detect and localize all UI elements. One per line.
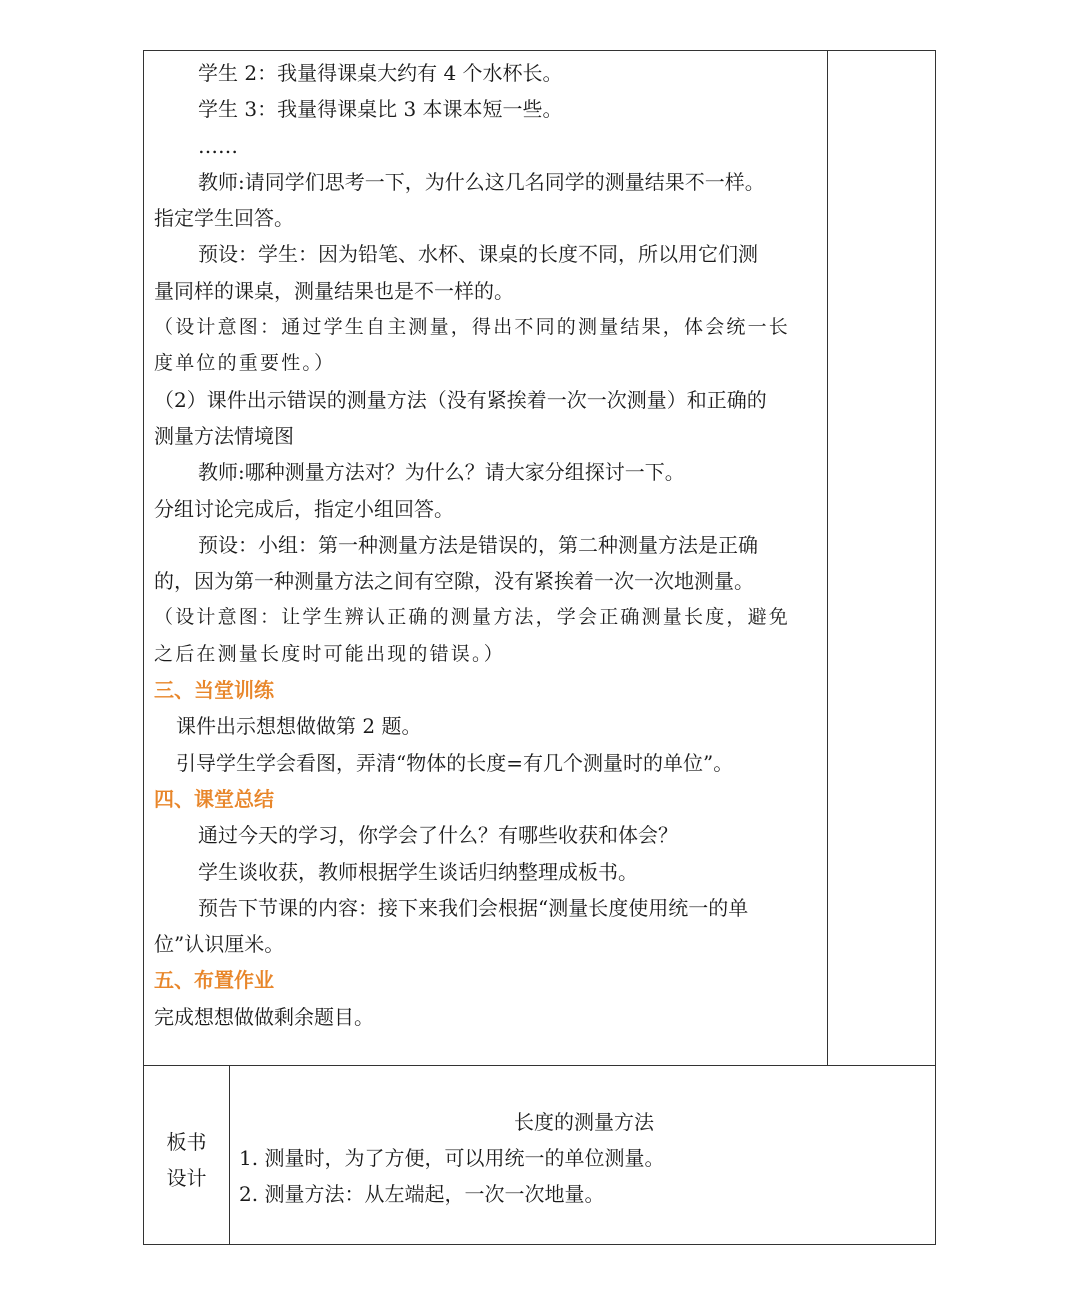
text-line: 教师:请同学们思考一下，为什么这几名同学的测量结果不一样。	[198, 169, 765, 194]
text-line: 分组讨论完成后，指定小组回答。	[154, 496, 454, 521]
board-item: 2. 测量方法：从左端起，一次一次地量。	[239, 1182, 605, 1206]
text-line: 学生 3：我量得课桌比 3 本课本短一些。	[198, 97, 563, 122]
text-line: 的，因为第一种测量方法之间有空隙，没有紧挨着一次一次地测量。	[154, 569, 754, 594]
text-line: 预设：学生：因为铅笔、水杯、课桌的长度不同，所以用它们测	[198, 242, 758, 267]
board-design-label	[144, 1124, 229, 1196]
text-line: 学生谈收获，教师根据学生谈话归纳整理成板书。	[198, 859, 638, 884]
lesson-process-cell	[143, 50, 936, 1066]
column-divider	[827, 51, 828, 1065]
design-intent-note: 度单位的重要性。）	[154, 352, 336, 375]
text-line: 学生 2：我量得课桌大约有 4 个水杯长。	[198, 61, 563, 85]
board-design-row	[143, 1066, 936, 1245]
column-divider	[229, 1066, 230, 1244]
text-line: 预设：小组：第一种测量方法是错误的，第二种测量方法是正确	[198, 532, 758, 557]
text-line: 指定学生回答。	[154, 206, 294, 231]
board-title: 长度的测量方法	[514, 1110, 654, 1134]
design-intent-note: （设计意图：让学生辨认正确的测量方法，学会正确测量长度，避免	[154, 606, 791, 629]
text-line: ……	[198, 133, 238, 158]
text-line: 测量方法情境图	[154, 423, 294, 448]
board-content	[239, 1104, 929, 1212]
text-line: 课件出示想想做做第 2 题。	[176, 714, 422, 739]
section-heading: 四、课堂总结	[154, 786, 274, 811]
label-line: 设计	[166, 1166, 207, 1190]
design-intent-note: 之后在测量长度时可能出现的错误。）	[154, 642, 505, 665]
section-heading: 五、布置作业	[154, 968, 274, 993]
board-item: 1. 测量时，为了方便，可以用统一的单位测量。	[239, 1146, 665, 1170]
text-line: 通过今天的学习，你学会了什么？有哪些收获和体会？	[198, 823, 678, 848]
lesson-text-block	[154, 55, 822, 1035]
text-line: 预告下节课的内容：接下来我们会根据“测量长度使用统一的单	[198, 895, 749, 920]
text-line: （2）课件出示错误的测量方法（没有紧挨着一次一次测量）和正确的	[154, 387, 767, 412]
text-line: 教师:哪种测量方法对？为什么？请大家分组探讨一下。	[198, 460, 685, 485]
label-line: 板书	[166, 1130, 207, 1154]
design-intent-note: （设计意图：通过学生自主测量，得出不同的测量结果，体会统一长	[154, 316, 791, 339]
text-line: 位”认识厘米。	[154, 932, 285, 957]
text-line: 引导学生学会看图，弄清“物体的长度=有几个测量时的单位”。	[176, 750, 734, 775]
text-line: 完成想想做做剩余题目。	[154, 1004, 374, 1029]
section-heading: 三、当堂训练	[154, 678, 274, 703]
text-line: 量同样的课桌，测量结果也是不一样的。	[154, 278, 514, 303]
